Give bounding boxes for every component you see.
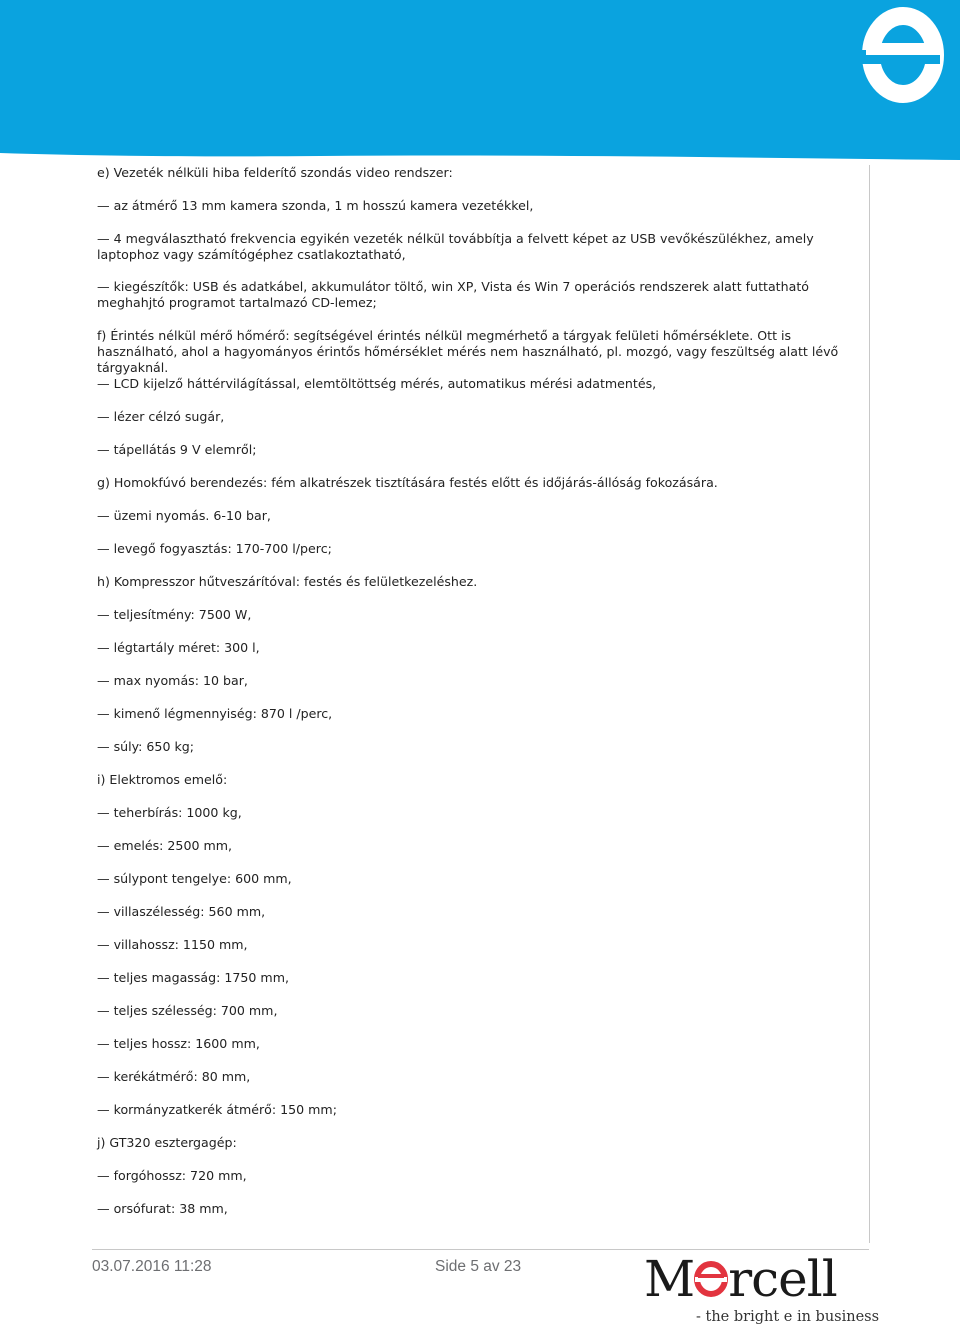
paragraph: — kormányzatkerék átmérő: 150 mm; bbox=[97, 1102, 337, 1117]
paragraph: g) Homokfúvó berendezés: fém alkatrészek tisztítására festés előtt és időjárás-állóság fokozására. bbox=[97, 475, 718, 490]
paragraph: — súlypont tengelye: 600 mm, bbox=[97, 871, 292, 886]
paragraph: — üzemi nyomás. 6-10 bar, bbox=[97, 508, 271, 523]
paragraph: — légtartály méret: 300 l, bbox=[97, 640, 260, 655]
paragraph: — lézer célzó sugár, bbox=[97, 409, 225, 424]
paragraph: — teljesítmény: 7500 W, bbox=[97, 607, 252, 622]
paragraph: — kiegészítők: USB és adatkábel, akkumulátor töltő, win XP, Vista és Win 7 operációs rendszerek alatt futtatható meghahjtó programot tartalmazó CD-lemez; bbox=[97, 279, 809, 310]
paragraph: — súly: 650 kg; bbox=[97, 739, 194, 754]
paragraph: — tápellátás 9 V elemről; bbox=[97, 442, 257, 457]
paragraph: e) Vezeték nélküli hiba felderítő szondás video rendszer: bbox=[97, 165, 453, 180]
footer-page-number: Side 5 av 23 bbox=[435, 1258, 522, 1275]
paragraph: h) Kompresszor hűtveszárítóval: festés és felületkezeléshez. bbox=[97, 574, 478, 589]
paragraph: — levegő fogyasztás: 170-700 l/perc; bbox=[97, 541, 332, 556]
paragraph: — teherbírás: 1000 kg, bbox=[97, 805, 242, 820]
logo-letters-rcell: rcell bbox=[728, 1250, 837, 1308]
paragraph: j) GT320 esztergagép: bbox=[97, 1135, 237, 1150]
paragraph: — 4 megválasztható frekvencia egyikén vezeték nélkül továbbítja a felvett képet az USB vevőkészülékhez, amely laptophoz vagy számítógéphez csatlakoztatható, bbox=[97, 231, 814, 262]
logo-wordmark bbox=[644, 1251, 837, 1307]
paragraph: — villahossz: 1150 mm, bbox=[97, 937, 248, 952]
paragraph: f) Érintés nélkül mérő hőmérő: segítségével érintés nélkül megmérhető a tárgyak felületi hőmérséklete. Ott is használható, ahol a hagyományos érintős hőmérséklet mérés nem használható, pl. mozgó, vagy feszültség alatt lévő tárgyaknál. bbox=[97, 328, 839, 375]
paragraph: i) Elektromos emelő: bbox=[97, 772, 228, 787]
paragraph: — kimenő légmennyiség: 870 l /perc, bbox=[97, 706, 333, 721]
paragraph: — az átmérő 13 mm kamera szonda, 1 m hosszú kamera vezetékkel, bbox=[97, 198, 534, 213]
logo-tagline: - the bright e in business bbox=[696, 1309, 880, 1325]
paragraph: — forgóhossz: 720 mm, bbox=[97, 1168, 247, 1183]
header-band bbox=[0, 0, 960, 165]
logo-e-icon bbox=[694, 1258, 728, 1298]
paragraph: — teljes magasság: 1750 mm, bbox=[97, 970, 289, 985]
paragraph: — LCD kijelző háttérvilágítással, elemtöltöttség mérés, automatikus mérési adatmentés, bbox=[97, 376, 657, 391]
paragraph: — orsófurat: 38 mm, bbox=[97, 1201, 228, 1216]
marcell-logo bbox=[644, 1250, 880, 1329]
header-wave bbox=[0, 0, 960, 165]
paragraph: — villaszélesség: 560 mm, bbox=[97, 904, 266, 919]
logo-letter-m: M bbox=[644, 1250, 695, 1308]
paragraph: — teljes hossz: 1600 mm, bbox=[97, 1036, 260, 1051]
paragraph: — emelés: 2500 mm, bbox=[97, 838, 233, 853]
paragraph: — teljes szélesség: 700 mm, bbox=[97, 1003, 278, 1018]
footer-date: 03.07.2016 11:28 bbox=[92, 1258, 212, 1275]
document-body bbox=[92, 165, 870, 1243]
paragraph: — max nyomás: 10 bar, bbox=[97, 673, 248, 688]
paragraph: — kerékátmérő: 80 mm, bbox=[97, 1069, 251, 1084]
